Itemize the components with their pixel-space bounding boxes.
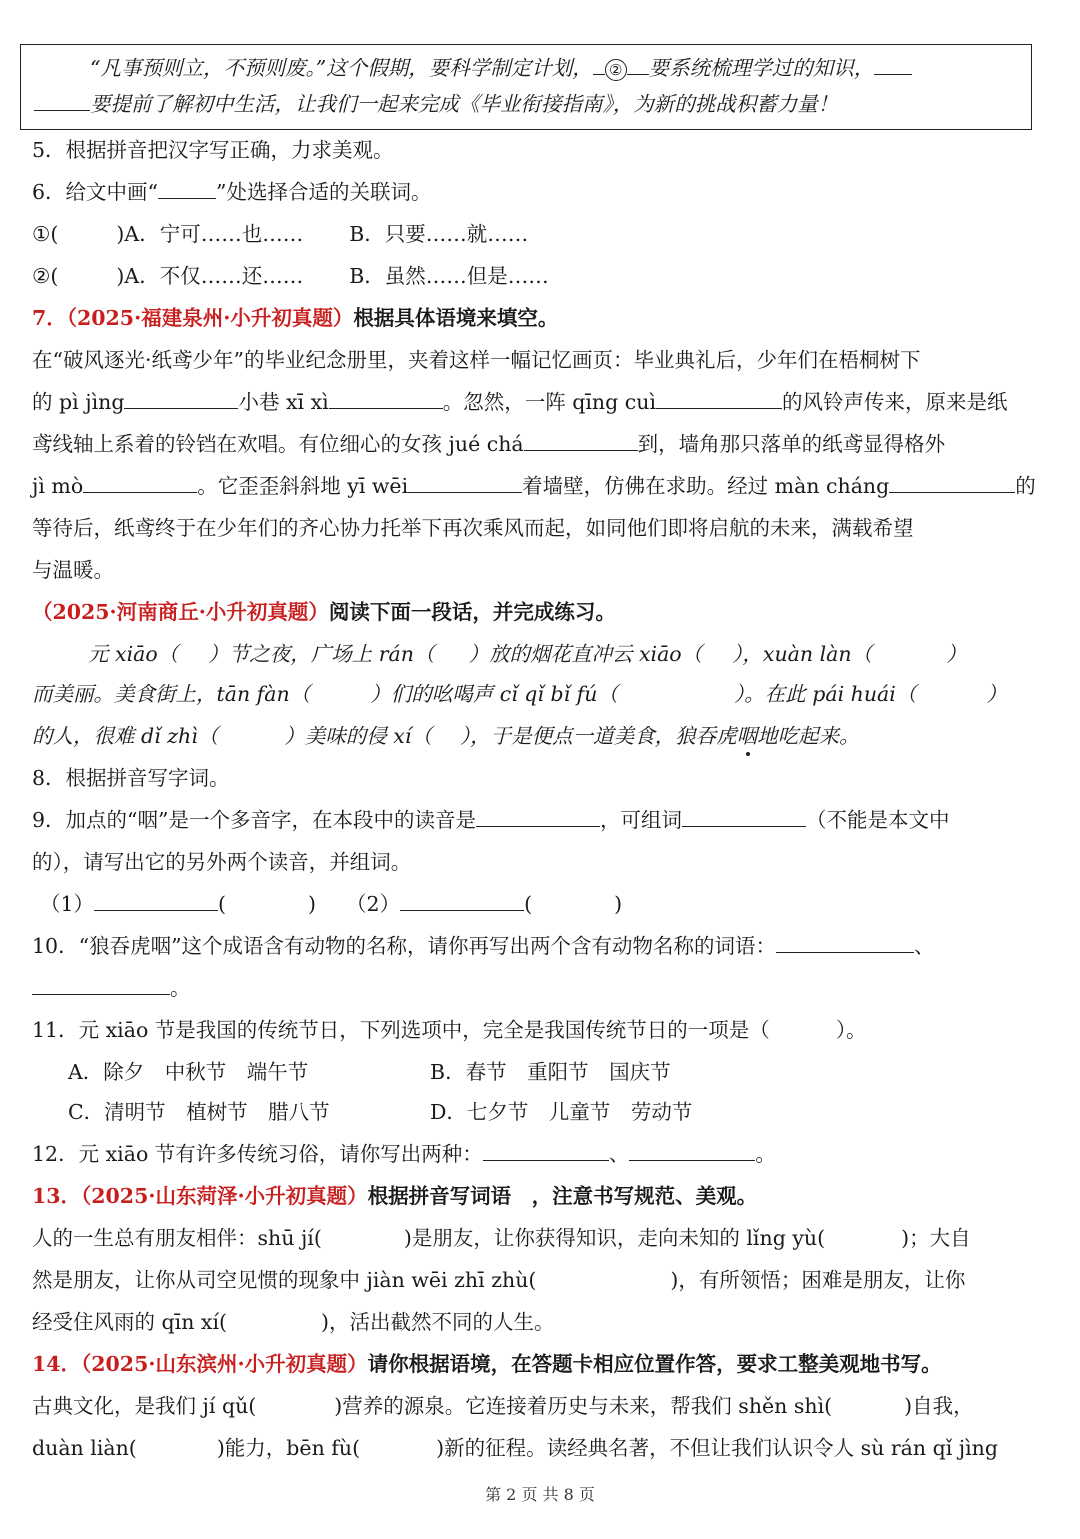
q9-line-3: （1） ( ) （2） ( ) — [40, 892, 623, 916]
intro-line-1: “凡事预则立，不预则废。”这个假期，要科学制定计划， ② 要系统梳理学过的知识， — [90, 54, 912, 82]
q8: 8．根据拼音写字词。 — [32, 766, 230, 790]
q9-line-1: 9．加点的“咽”是一个多音字，在本段中的读音是 ，可组词 （不能是本文中 — [32, 808, 950, 832]
q11-option-c: C．清明节 植树节 腊八节 — [68, 1100, 330, 1124]
q9-line-2: 的），请写出它的另外两个读音，并组词。 — [32, 850, 412, 874]
q10-line-1: 10．“狼吞虎咽”这个成语含有动物的名称，请你再写出两个含有动物名称的词语： 、 — [32, 934, 935, 958]
q7-line-2: 的 pì jìng 小巷 xī xì 。忽然，一阵 qīng cuì 的风铃声传来，原来是纸 — [32, 390, 1008, 414]
q7-heading: 7．（2025·福建泉州·小升初真题）根据具体语境来填空。 — [32, 306, 559, 330]
q11-option-d: D．七夕节 儿童节 劳动节 — [430, 1100, 693, 1124]
q8-passage-line-1: 元 xiāo（ ）节之夜，广场上 rán（ ）放的烟花直冲云 xiāo（ ），xuàn làn（ ） — [88, 642, 967, 666]
q14-heading: 14．（2025·山东滨州·小升初真题）请你根据语境，在答题卡相应位置作答，要求工整美观地书写。 — [32, 1352, 942, 1376]
q7-line-4: jì mò 。它歪歪斜斜地 yī wēi 着墙壁，仿佛在求助。经过 màn cháng 的 — [32, 474, 1036, 498]
q7-line-3: 鸢线轴上系着的铃铛在欢唱。有位细心的女孩 jué chá 到，墙角那只落单的纸鸢显得格外 — [32, 432, 946, 456]
q13-heading: 13．（2025·山东菏泽·小升初真题）根据拼音写词语 ，注意书写规范、美观。 — [32, 1184, 758, 1208]
q7-line-6: 与温暖。 — [32, 558, 114, 582]
q13-line-2: 然是朋友，让你从司空见惯的现象中 jiàn wēi zhī zhù( )，有所领悟；困难是朋友，让你 — [32, 1268, 966, 1292]
q11-option-a: A．除夕 中秋节 端午节 — [68, 1060, 309, 1084]
q6-option-1: ①( )A．宁可……也…… B．只要……就…… — [32, 222, 529, 246]
q14-line-1: 古典文化，是我们 jí qǔ( )营养的源泉。它连接着历史与未来，帮我们 shěn shì( )自我， — [32, 1394, 974, 1418]
page-footer: 第 2 页 共 8 页 — [485, 1485, 595, 1504]
q13-line-3: 经受住风雨的 qīn xí( )，活出截然不同的人生。 — [32, 1310, 555, 1334]
q8-passage-line-3: 的人，很难 dǐ zhì（ ）美味的侵 xí（ ），于是便点一道美食，狼吞虎咽地吃起来。 — [32, 724, 860, 748]
q7-line-1: 在“破风逐光·纸鸢少年”的毕业纪念册里，夹着这样一幅记忆画页：毕业典礼后，少年们在梧桐树下 — [32, 348, 921, 372]
q10-line-2: 。 — [32, 974, 191, 1002]
q7-line-5: 等待后，纸鸢终于在少年们的齐心协力托举下再次乘风而起，如同他们即将启航的未来，满载希望 — [32, 516, 914, 540]
q12: 12．元 xiāo 节有许多传统习俗，请你写出两种： 、 。 — [32, 1142, 776, 1166]
q14-line-2: duàn liàn( )能力，bēn fù( )新的征程。读经典名著，不但让我们认识令人 sù rán qǐ jìng — [32, 1436, 999, 1460]
q8-group-heading: （2025·河南商丘·小升初真题）阅读下面一段话，并完成练习。 — [32, 600, 616, 624]
q11-stem: 11．元 xiāo 节是我国的传统节日，下列选项中，完全是我国传统节日的一项是（ ）。 — [32, 1018, 867, 1042]
q6-stem: 6．给文中画“ ”处选择合适的关联词。 — [32, 180, 432, 204]
q5: 5．根据拼音把汉字写正确，力求美观。 — [32, 138, 394, 162]
q11-option-b: B．春节 重阳节 国庆节 — [430, 1060, 671, 1084]
q6-option-2: ②( )A．不仅……还…… B．虽然……但是…… — [32, 264, 549, 288]
intro-line-2: 要提前了解初中生活，让我们一起来完成《毕业衔接指南》，为新的挑战积蓄力量！ — [34, 90, 838, 118]
q8-passage-line-2: 而美丽。美食街上，tān fàn（ ）们的吆喝声 cǐ qǐ bǐ fú（ ）。在此 pái huái（ ） — [32, 682, 1007, 706]
q13-line-1: 人的一生总有朋友相伴：shū jí( )是朋友，让你获得知识，走向未知的 lǐng yù( )；大自 — [32, 1226, 971, 1250]
